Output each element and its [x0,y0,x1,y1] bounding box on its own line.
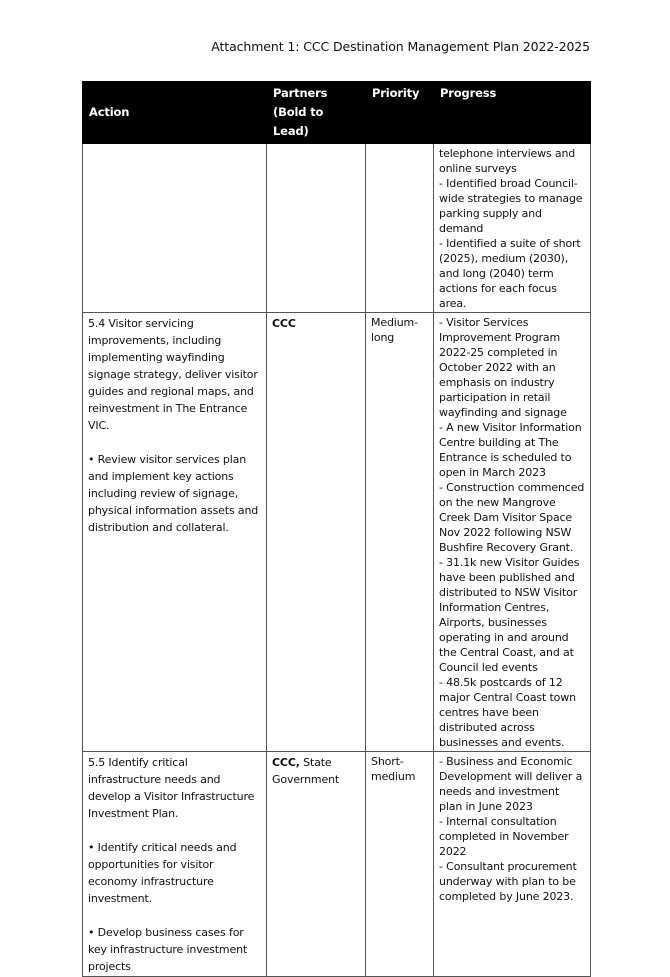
table-header-row [83,82,591,144]
action-description: 5.5 Identify critical infrastructure needs and develop a Visitor Infrastructure Investment Plan. [88,756,255,820]
partners-cell [267,313,366,752]
lead-partner: CCC [272,317,296,330]
table-row [83,313,591,752]
partners-cell [267,752,366,977]
action-cell [83,313,267,752]
action-cell [83,144,267,313]
progress-cell: - Visitor Services Improvement Program 2022-25 completed in October 2022 with an emphasis on industry participation in retail wayfinding and signage - A new Visitor Information Centre building at The Entrance is scheduled to open in March 2023 - Construction commenced on the new Mangrove Creek Dam Visitor Space Nov 2022 following NSW Bushfire Recovery Grant. - 31.1k new Visitor Guides have been published and distributed to NSW Visitor Information Centres, Airports, businesses operating in and around the Central Coast, and at Council led events - 48.5k postcards of 12 major Central Coast town centres have been distributed across businesses and events. [434,313,591,752]
progress-cell: - Business and Economic Development will deliver a needs and investment plan in June 2023 - Internal consultation completed in November 2022 - Consultant procurement underway with plan to be completed by June 2023. [434,752,591,977]
page-header: Attachment 1: CCC Destination Management Plan 2022-2025 [211,39,590,54]
action-cell [83,752,267,977]
action-sub-item: • Identify critical needs and opportunities for visitor economy infrastructure investment. [88,841,237,905]
action-sub-item: • Develop business cases for key infrastructure investment projects [88,926,248,973]
column-header-priority: Priority [366,82,434,144]
table-row [83,752,591,977]
column-header-action: Action [83,82,267,144]
action-description: 5.4 Visitor servicing improvements, including implementing wayfinding signage strategy, deliver visitor guides and regional maps, and reinvestment in The Entrance VIC. [88,317,258,432]
priority-cell: Short- medium [366,752,434,977]
priority-cell [366,144,434,313]
column-header-partners: Partners (Bold to Lead) [267,82,366,144]
column-header-progress: Progress [434,82,591,144]
priority-cell: Medium- long [366,313,434,752]
destination-plan-table [82,81,591,977]
other-partners: State Government [272,756,340,786]
table-row [83,144,591,313]
progress-cell: telephone interviews and online surveys - Identified broad Council-wide strategies to manage parking supply and demand - Identified a suite of short (2025), medium (2030), and long (2040) term actions for each focus area. [434,144,591,313]
action-sub-item: • Review visitor services plan and implement key actions including review of signage, physical information assets and distribution and collateral. [88,453,259,534]
lead-partner: CCC, [272,756,300,769]
partners-cell [267,144,366,313]
